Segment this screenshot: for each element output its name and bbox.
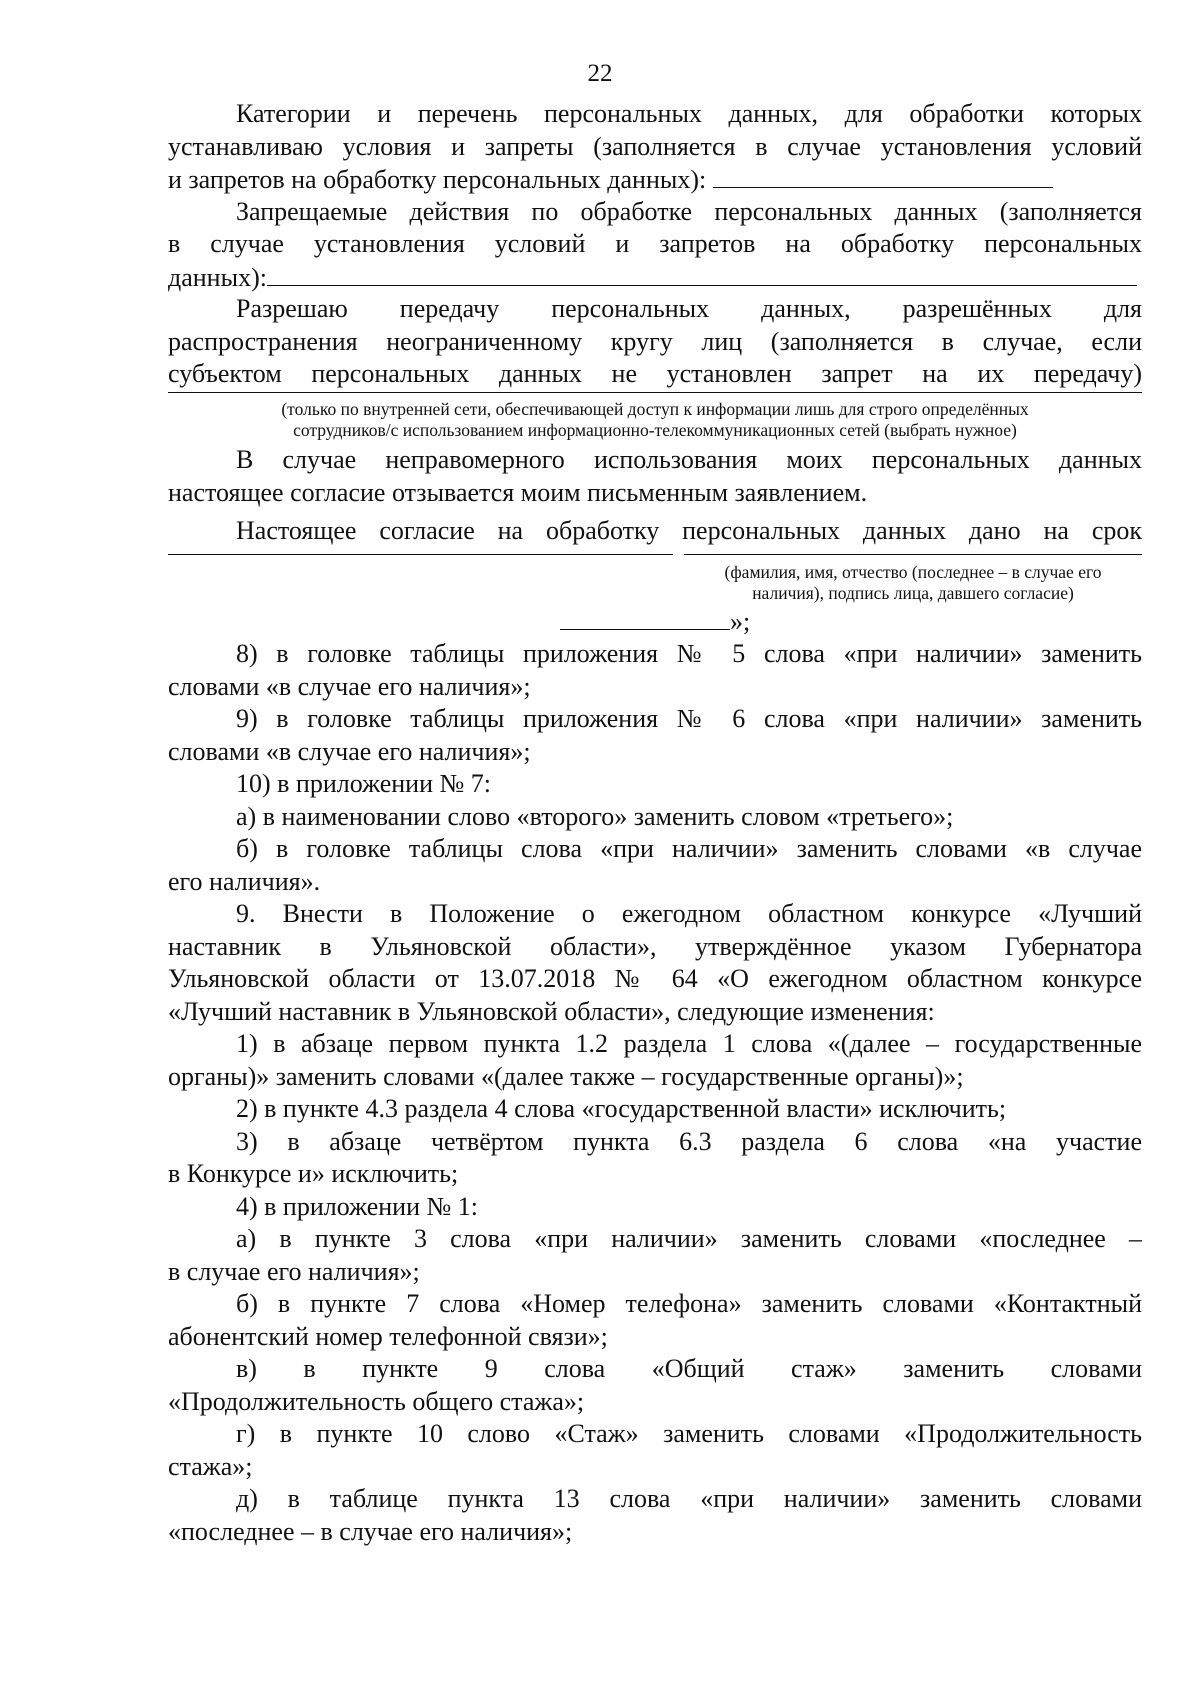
text-line: органы)» заменить словами «(далее также – государственные органы)»; [168,1061,964,1091]
signature-caption: (фамилия, имя, отчество (последнее – в случае его [724,562,1102,582]
text-line: 1) в абзаце первом пункта 1.2 раздела 1 слова «(далее – государственные [236,1029,1142,1058]
text-line: в случае его наличия»; [168,1256,420,1286]
date-fill-in [560,605,860,638]
text-line: субъектом персональных данных не установлен запрет на их передачу) [168,359,1142,388]
text-line: устанавливаю условия и запреты (заполняется в случае установления условий [168,131,1142,161]
text-line: 9. Внести в Положение о ежегодном областном конкурсе «Лучший [236,899,1142,928]
fill-in-line [168,554,673,555]
text-line: 8) в головке таблицы приложения № 5 слова «при наличии» заменить [236,639,1142,668]
text-line: 9) в головке таблицы приложения № 6 слова «при наличии» заменить [236,704,1142,733]
page-number: 22 [587,60,613,87]
text-line: «Продолжительность общего стажа»; [168,1386,585,1416]
text-line: словами «в случае его наличия»; [168,671,531,701]
text-line: а) в наименовании слово «второго» заменить словом «третьего»; [236,801,954,831]
text-line: Запрещаемые действия по обработке персональных данных (заполняется [236,196,1142,226]
fill-in-line [560,605,730,630]
amendments-block [168,638,1142,1548]
fill-in-line [168,392,1142,393]
text-line: а) в пункте 3 слова «при наличии» заменить словами «последнее – [236,1224,1142,1253]
text-line: распространения неограниченному кругу лиц (заполняется в случае, если [168,326,1142,356]
text-line: его наличия». [168,866,321,896]
text-line: Настоящее согласие на обработку персональных данных дано на срок [236,516,1142,545]
text-line: в случае установления условий и запретов на обработку персональных [168,229,1142,258]
text-line: б) в пункте 7 слова «Номер телефона» заменить словами «Контактный [236,1289,1142,1318]
text-line: 2) в пункте 4.3 раздела 4 слова «государственной власти» исключить; [236,1094,1007,1123]
consent-form-block [168,98,1142,391]
text-line: абонентский номер телефонной связи»; [168,1321,608,1351]
text-line: Разрешаю передачу персональных данных, разрешённых для [236,294,1142,323]
text-line: 4) в приложении № 1: [236,1191,479,1221]
text-line: Ульяновской области от 13.07.2018 № 64 «О ежегодном областном конкурсе [168,964,1142,993]
text-line: 3) в абзаце четвёртом пункта 6.3 раздела 6 слова «на участие [236,1126,1142,1156]
text-line: д) в таблице пункта 13 слова «при наличии» заменить словами [236,1484,1142,1513]
signature-line [684,554,1142,555]
text-line: б) в головке таблицы слова «при наличии» заменить словами «в случае [236,834,1142,863]
text-line: словами «в случае его наличия»; [168,736,531,766]
text-line: наставник в Ульяновской области», утверждённое указом Губернатора [168,931,1142,961]
fill-in-line [713,163,1053,188]
text-line: В случае неправомерного использования моих персональных данных [236,445,1142,474]
text-line: данных): [168,261,1142,294]
text-line: настоящее согласие отзывается моим письменным заявлением. [168,477,868,507]
text-line: «Лучший наставник в Ульяновской области», следующие изменения: [168,996,935,1026]
signature-caption: наличия), подпись лица, давшего согласие) [752,583,1074,603]
text-line: в Конкурсе и» исключить; [168,1159,459,1188]
footnote-line: сотрудников/с использованием информационно-телекоммуникационных сетей (выбрать нужное) [293,420,1017,440]
text-line: 10) в приложении № 7: [236,769,492,798]
text-line: и запретов на обработку персональных данных): [168,163,1142,196]
text-line: г) в пункте 10 слово «Стаж» заменить словами «Продолжительность [236,1419,1142,1448]
text-line: Категории и перечень персональных данных, для обработки которых [236,99,1142,128]
footnote-line: (только по внутренней сети, обеспечивающей доступ к информации лишь для строго определённых [281,399,1029,419]
fill-in-line [267,261,1137,286]
text-line: стажа»; [168,1451,253,1481]
consent-terms-block [168,444,1142,548]
text-line: «последнее – в случае его наличия»; [168,1516,573,1546]
text-line: в) в пункте 9 слова «Общий стаж» заменить словами [236,1354,1142,1383]
text-line: »; [560,605,860,638]
